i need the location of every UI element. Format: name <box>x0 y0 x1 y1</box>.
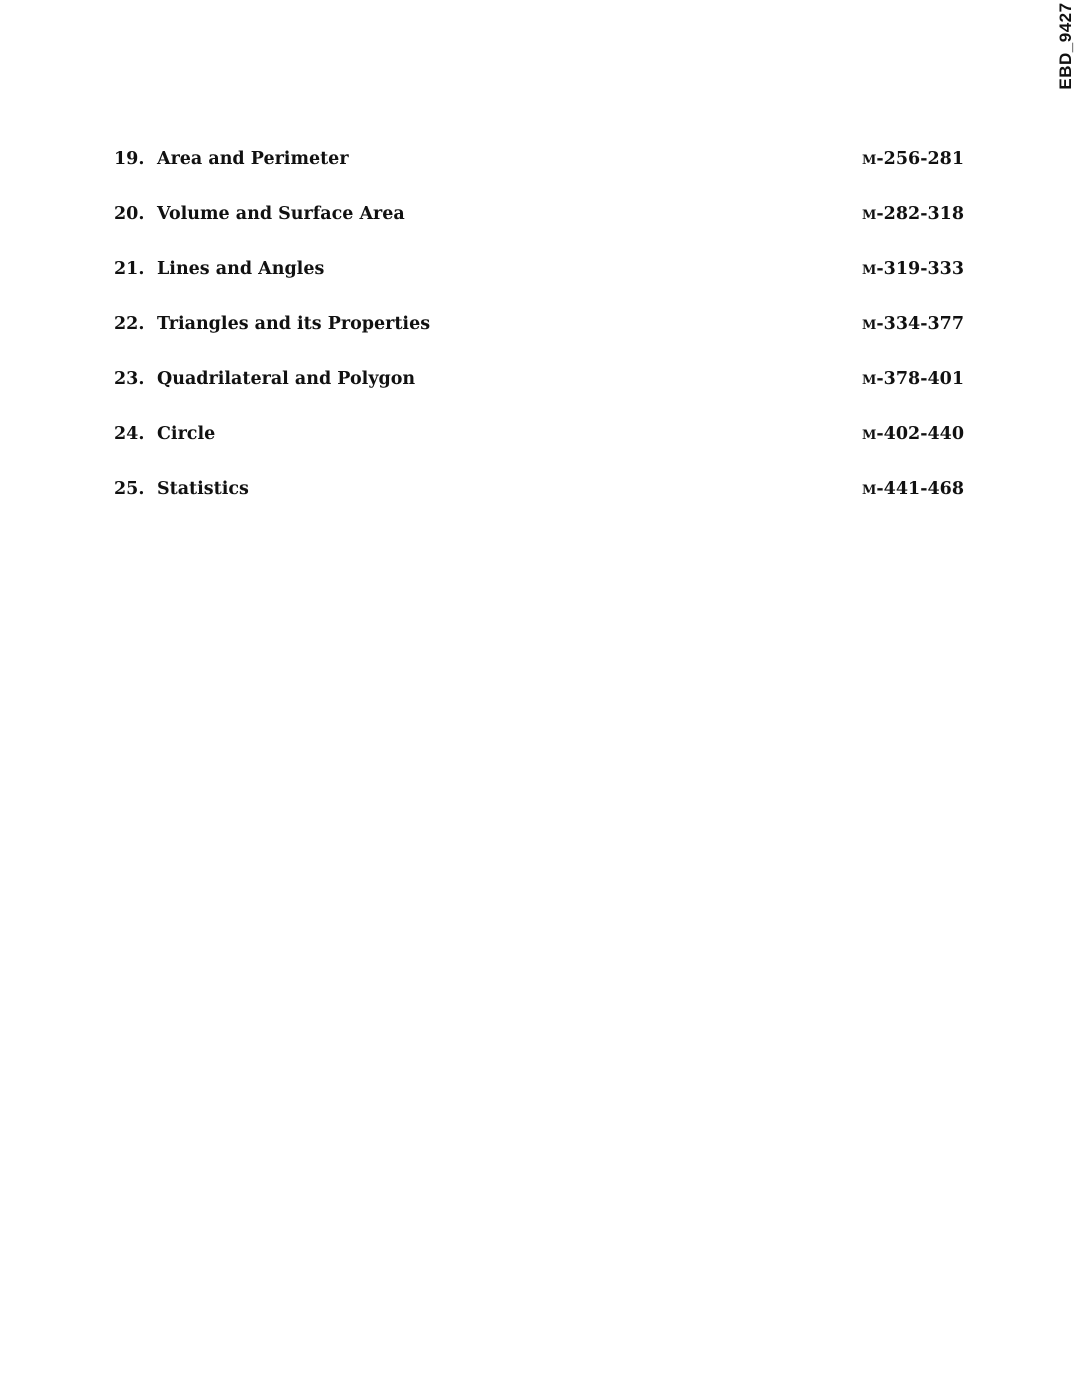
page-numbers: -319-333 <box>876 259 964 279</box>
toc-entry <box>114 364 964 419</box>
chapter-number: 24. <box>114 424 145 444</box>
chapter-title: Lines and Angles <box>157 259 325 279</box>
page-numbers: -282-318 <box>876 204 964 224</box>
page-prefix: M <box>862 208 877 223</box>
toc-entry <box>114 199 964 254</box>
page-prefix: M <box>862 483 877 498</box>
page-prefix: M <box>862 373 877 388</box>
chapter-title: Triangles and its Properties <box>157 314 431 334</box>
page-numbers: -402-440 <box>876 424 964 444</box>
page-numbers: -441-468 <box>876 479 964 499</box>
page-prefix: M <box>862 428 877 443</box>
page-numbers: -334-377 <box>876 314 964 334</box>
chapter-number: 20. <box>114 204 145 224</box>
page-numbers: -378-401 <box>876 369 964 389</box>
document-code-text: EBD_9427 <box>1056 2 1075 90</box>
chapter-title: Statistics <box>157 479 249 499</box>
page-range <box>862 364 964 396</box>
page-range <box>862 474 964 506</box>
chapter-number: 19. <box>114 149 145 169</box>
chapter-title: Volume and Surface Area <box>157 204 405 224</box>
chapter-title: Area and Perimeter <box>157 149 349 169</box>
chapter-title: Quadrilateral and Polygon <box>157 369 416 389</box>
toc-entry <box>114 474 964 529</box>
page-range <box>862 254 964 286</box>
page-numbers: -256-281 <box>876 149 964 169</box>
page-range <box>862 144 964 176</box>
toc-entry <box>114 419 964 474</box>
table-of-contents <box>114 144 964 529</box>
toc-entry <box>114 144 964 199</box>
page-range <box>862 199 964 231</box>
chapter-number: 21. <box>114 259 145 279</box>
toc-entry <box>114 254 964 309</box>
toc-entry <box>114 309 964 364</box>
page-range <box>862 309 964 341</box>
chapter-number: 22. <box>114 314 145 334</box>
chapter-title: Circle <box>157 424 216 444</box>
document-code <box>1054 0 1078 92</box>
page-prefix: M <box>862 153 877 168</box>
chapter-number: 23. <box>114 369 145 389</box>
page-range <box>862 419 964 451</box>
page-prefix: M <box>862 318 877 333</box>
page-prefix: M <box>862 263 877 278</box>
chapter-number: 25. <box>114 479 145 499</box>
